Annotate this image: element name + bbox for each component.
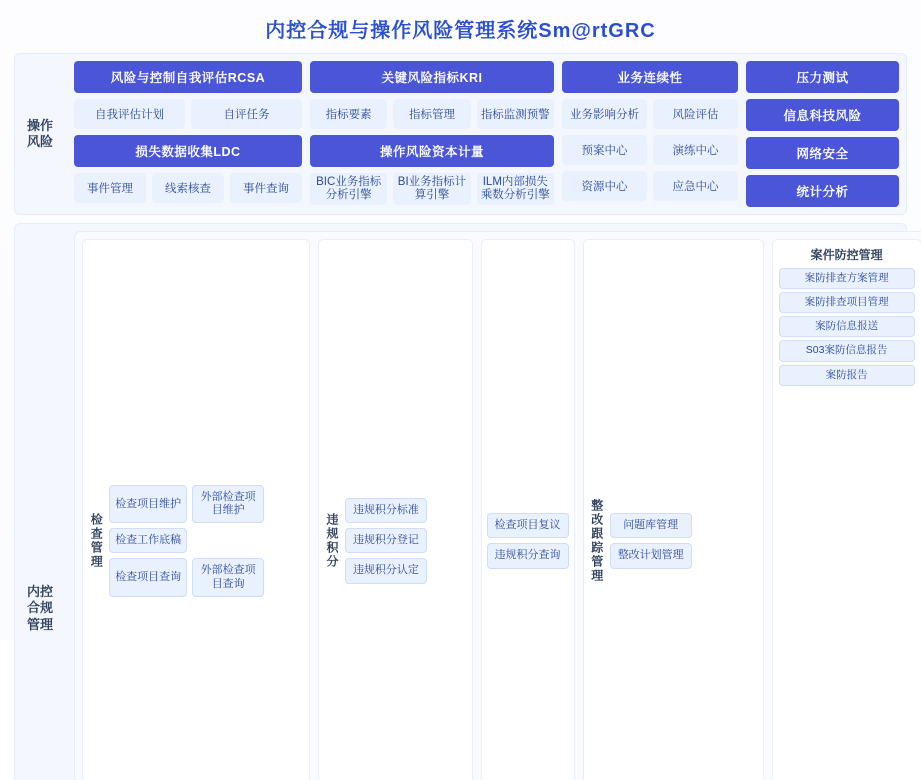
chip-external-check-project-maintain[interactable]: 外部检查项目维护: [192, 485, 264, 523]
orm-item-bi-engine[interactable]: BI业务指标计算引擎: [393, 173, 470, 205]
kri-item-indicator-element[interactable]: 指标要素: [310, 99, 387, 129]
op-col-kri: [310, 61, 554, 207]
rectification-label: 整改跟踪管理: [589, 498, 604, 583]
band-internal-control: [14, 223, 907, 780]
kri-item-indicator-monitor[interactable]: 指标监测预警: [477, 99, 554, 129]
op-item-stress-test[interactable]: 压力测试: [746, 61, 899, 93]
rcsa-item-self-assessment-task[interactable]: 自评任务: [191, 99, 302, 129]
page-title: 内控合规与操作风险管理系统Sm@rtGRC: [265, 20, 656, 42]
chip-external-check-project-query[interactable]: 外部检查项目查询: [192, 558, 264, 596]
kri-header[interactable]: 关键风险指标KRI: [310, 61, 554, 93]
chip-violation-register[interactable]: 违规积分登记: [345, 528, 427, 553]
bcm-item-drill-center[interactable]: 演练中心: [653, 135, 738, 165]
bcm-item-risk-assessment[interactable]: 风险评估: [653, 99, 738, 129]
case-item-plan-mgmt[interactable]: 案防排查方案管理: [779, 268, 915, 289]
chip-check-working-paper[interactable]: 检查工作底稿: [109, 528, 187, 553]
rcsa-item-self-assessment-plan[interactable]: 自我评估计划: [74, 99, 185, 129]
chip-violation-standard[interactable]: 违规积分标准: [345, 498, 427, 523]
orm-item-ilm-engine[interactable]: ILM内部损失乘数分析引擎: [477, 173, 554, 205]
op-item-it-risk[interactable]: 信息科技风险: [746, 99, 899, 131]
bcm-item-emergency-center[interactable]: 应急中心: [653, 171, 738, 201]
chip-violation-confirm[interactable]: 违规积分认定: [345, 558, 427, 583]
violation-points-box: [318, 239, 473, 780]
violation-points-label: 违规积分: [324, 512, 339, 569]
case-item-info-report[interactable]: 案防信息报送: [779, 316, 915, 337]
ldc-item-event-mgmt[interactable]: 事件管理: [74, 173, 146, 203]
ldc-header[interactable]: 损失数据收集LDC: [74, 135, 302, 167]
kri-item-indicator-mgmt[interactable]: 指标管理: [393, 99, 470, 129]
op-col-rcsa: [74, 61, 302, 207]
band-operation-risk: [14, 53, 907, 215]
band-label-internal-control: 内控 合规 管理: [26, 584, 53, 632]
case-item-report[interactable]: 案防报告: [779, 365, 915, 386]
case-item-s03-report[interactable]: S03案防信息报告: [779, 340, 915, 361]
chip-rectification-plan[interactable]: 整改计划管理: [610, 543, 692, 568]
bcm-item-resource-center[interactable]: 资源中心: [562, 171, 647, 201]
op-col-others: [746, 61, 899, 207]
band-body-internal-control: [66, 223, 921, 780]
chip-check-project-review[interactable]: 检查项目复议: [487, 513, 569, 538]
chip-violation-query[interactable]: 违规积分查询: [487, 543, 569, 568]
op-item-network-security[interactable]: 网络安全: [746, 137, 899, 169]
review-box: [481, 239, 575, 780]
chip-check-project-query[interactable]: 检查项目查询: [109, 558, 187, 596]
ldc-item-event-query[interactable]: 事件查询: [230, 173, 302, 203]
bcm-item-plan-center[interactable]: 预案中心: [562, 135, 647, 165]
bcm-item-bia[interactable]: 业务影响分析: [562, 99, 647, 129]
check-management-box: [82, 239, 310, 780]
op-col-bcm: [562, 61, 738, 207]
op-item-statistics[interactable]: 统计分析: [746, 175, 899, 207]
ldc-item-clue-check[interactable]: 线索核查: [152, 173, 224, 203]
band-body-operation-risk: [66, 53, 907, 215]
case-item-project-mgmt[interactable]: 案防排查项目管理: [779, 292, 915, 313]
rectification-box: [583, 239, 764, 780]
orm-item-bic-engine[interactable]: BIC业务指标分析引擎: [310, 173, 387, 205]
case-prevention-title: 案件防控管理: [810, 248, 883, 262]
case-prevention-box: [772, 239, 921, 780]
rcsa-header[interactable]: 风险与控制自我评估RCSA: [74, 61, 302, 93]
orm-capital-header[interactable]: 操作风险资本计量: [310, 135, 554, 167]
check-management-label: 检查管理: [89, 512, 104, 569]
chip-problem-library[interactable]: 问题库管理: [610, 513, 692, 538]
band-label-operation-risk: 操作 风险: [26, 117, 53, 149]
bcm-header[interactable]: 业务连续性: [562, 61, 738, 93]
chip-check-project-maintain[interactable]: 检查项目维护: [109, 485, 187, 523]
